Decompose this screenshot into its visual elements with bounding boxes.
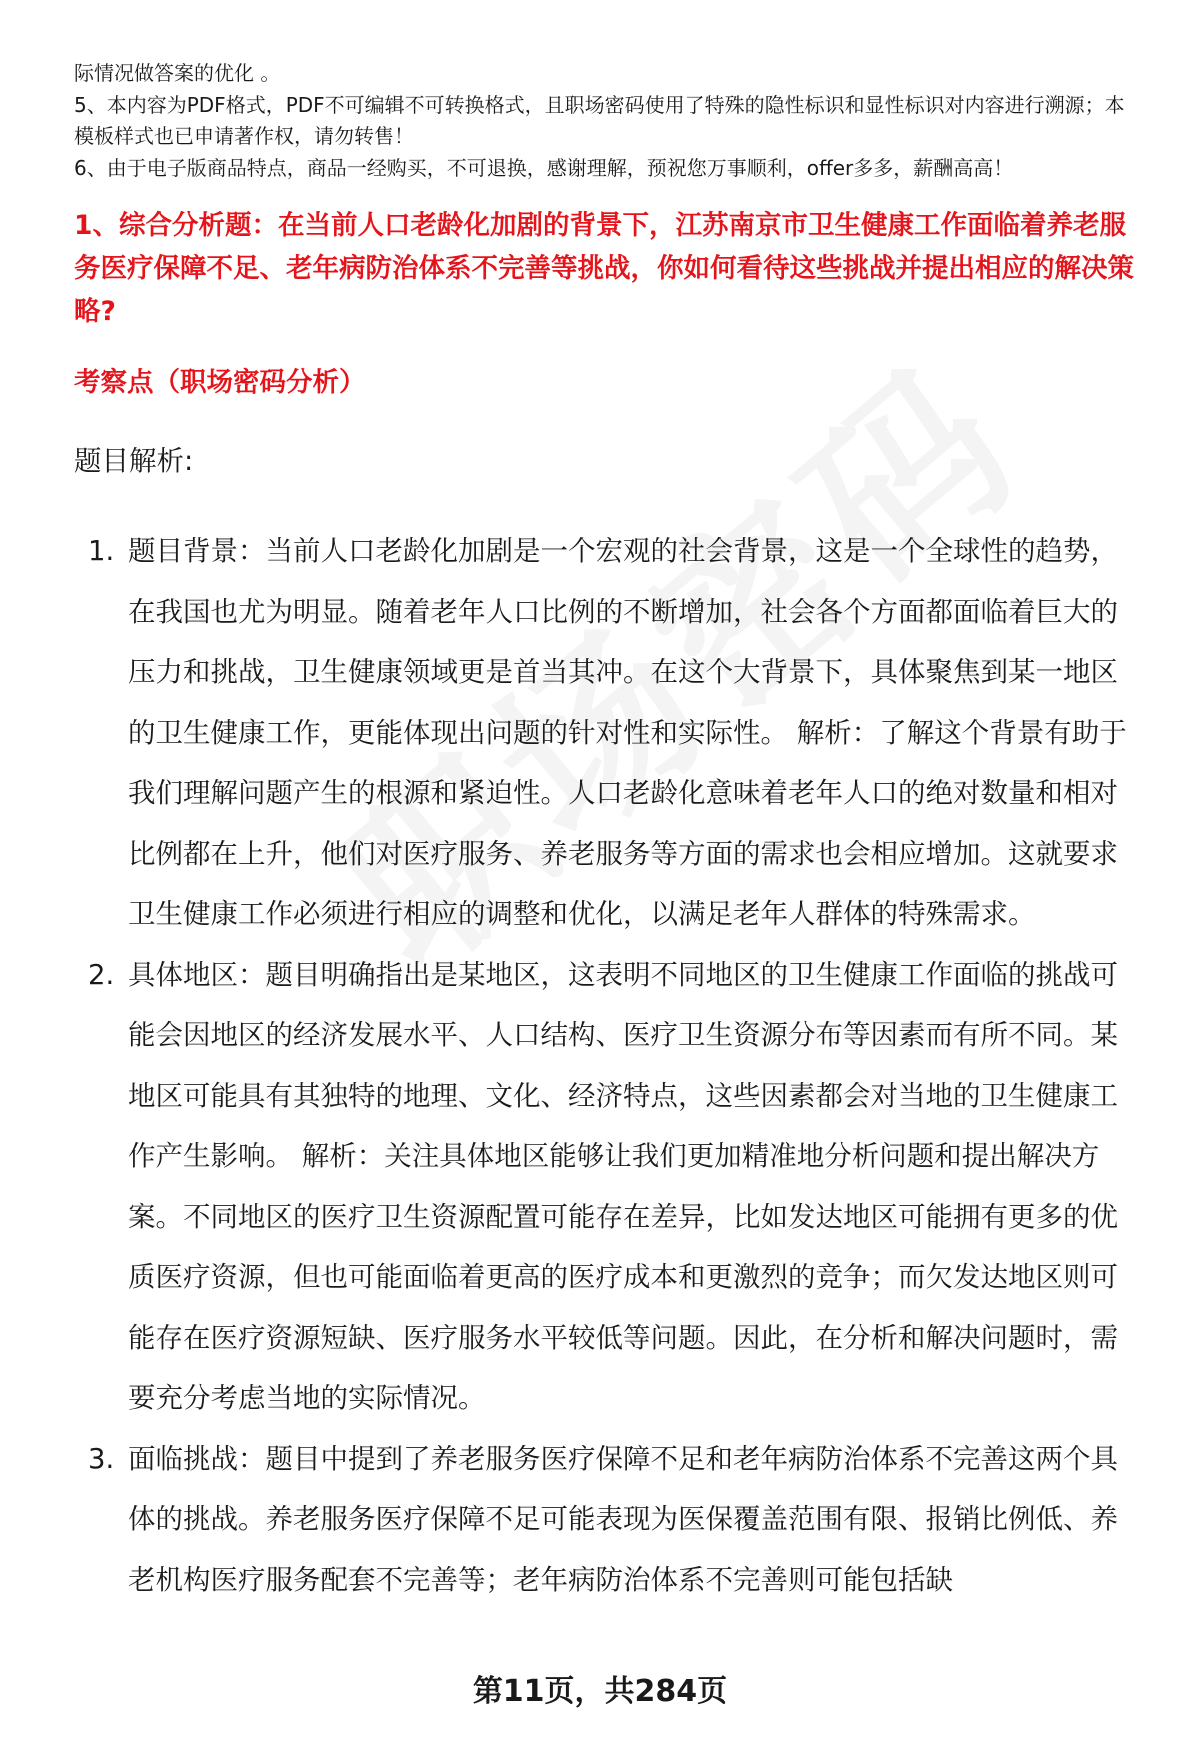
list-item-text: 具体地区：题目明确指出是某地区，这表明不同地区的卫生健康工作面临的挑战可能会因地区的经济发展水平、人口结构、医疗卫生资源分布等因素而有所不同。某地区可能具有其独特的地理、文化、经济特点，这些因素都会对当地的卫生健康工作产生影响。 解析：关注具体地区能够让我们更加精准地分析问题和提出解决方案。不同地区的医疗卫生资源配置可能存在差异，比如发达地区可能拥有更多的优质医疗资源，但也可能面临着更高的医疗成本和更激烈的竞争；而欠发达地区则可能存在医疗资源短缺、医疗服务水平较低等问题。因此，在分析和解决问题时，需要充分考虑当地的实际情况。 <box>128 958 1118 1414</box>
intro-line-1: 际情况做答案的优化 。 <box>74 61 281 85</box>
list-item-number: 3. <box>88 1442 115 1475</box>
list-item <box>74 521 1138 945</box>
list-item <box>74 945 1138 1429</box>
analysis-label: 题目解析: <box>74 445 194 477</box>
analysis-points-list <box>74 521 1138 1610</box>
list-item-number: 1. <box>88 535 115 567</box>
list-item-number: 2. <box>88 958 115 991</box>
question-title: 1、综合分析题：在当前人口老龄化加剧的背景下，江苏南京市卫生健康工作面临着养老服务医疗保障不足、老年病防治体系不完善等挑战，你如何看待这些挑战并提出相应的解决策略? <box>74 210 1134 327</box>
list-item-text: 题目背景：当前人口老龄化加剧是一个宏观的社会背景，这是一个全球性的趋势，在我国也尤为明显。随着老年人口比例的不断增加，社会各个方面都面临着巨大的压力和挑战，卫生健康领域更是首当其冲。在这个大背景下，具体聚焦到某一地区的卫生健康工作，更能体现出问题的针对性和实际性。 解析：了解这个背景有助于我们理解问题产生的根源和紧迫性。人口老龄化意味着老年人口的绝对数量和相对比例都在上升，他们对医疗服务、养老服务等方面的需求也会相应增加。这就要求卫生健康工作必须进行相应的调整和优化，以满足老年人群体的特殊需求。 <box>128 535 1127 930</box>
intro-line-2: 5、本内容为PDF格式，PDF不可编辑不可转换格式，且职场密码使用了特殊的隐性标识和显性标识对内容进行溯源；本模板样式也已申请著作权，请勿转售！ <box>74 92 1125 148</box>
intro-line-3: 6、由于电子版商品特点，商品一经购买，不可退换，感谢理解，预祝您万事顺利，offer多多，薪酬高高！ <box>74 155 1014 180</box>
section-heading: 考察点（职场密码分析） <box>74 367 366 398</box>
page-number-footer: 第11页，共284页 <box>472 1674 728 1709</box>
list-item <box>74 1429 1138 1611</box>
list-item-text: 面临挑战：题目中提到了养老服务医疗保障不足和老年病防治体系不完善这两个具体的挑战。养老服务医疗保障不足可能表现为医保覆盖范围有限、报销比例低、养老机构医疗服务配套不完善等；老年病防治体系不完善则可能包括缺 <box>128 1442 1118 1596</box>
